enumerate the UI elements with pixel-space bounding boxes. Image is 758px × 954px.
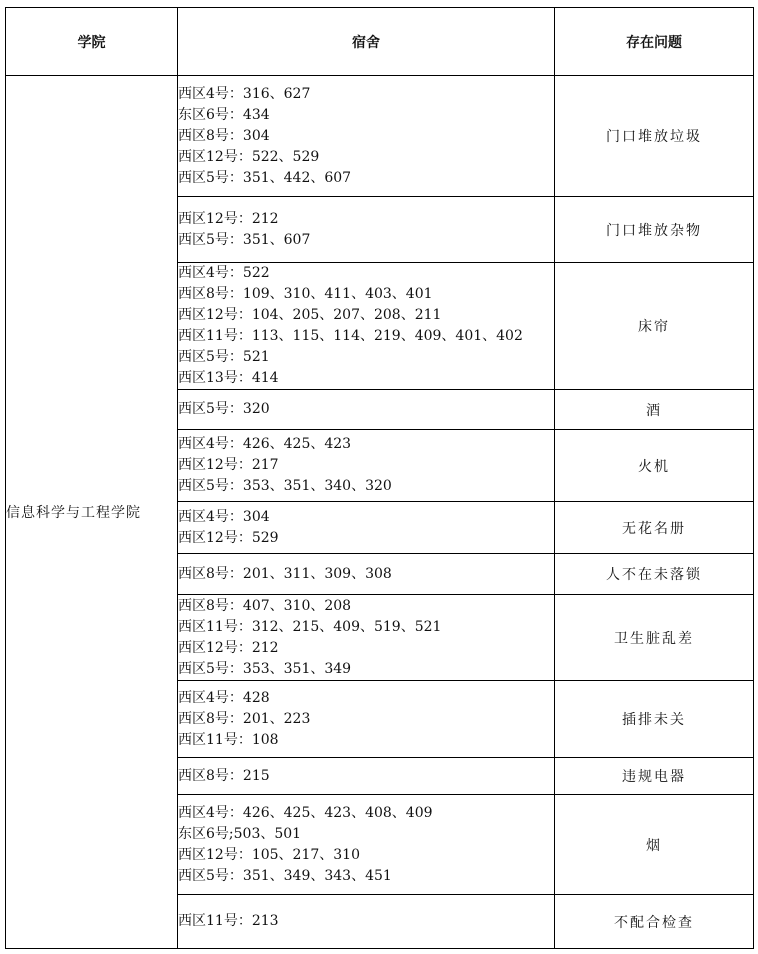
dorm-line: 西区13号：414 [178, 370, 279, 386]
dorm-cell [178, 795, 555, 895]
issue-cell: 床帘 [555, 263, 754, 390]
dorm-line: 西区5号：353、351、340、320 [178, 478, 392, 494]
dorm-line: 西区8号：215 [178, 767, 270, 784]
dorm-line: 西区5号：351、442、607 [178, 169, 352, 186]
dorm-line: 西区12号：212 [178, 210, 279, 227]
dorm-line: 西区8号：201、223 [178, 710, 311, 727]
dorm-cell [178, 681, 555, 758]
dorm-line: 西区12号：212 [178, 639, 279, 656]
issue-cell: 人不在未落锁 [555, 554, 754, 595]
dorm-line: 西区11号：213 [178, 913, 279, 929]
dorm-line: 西区5号：320 [178, 401, 270, 417]
dorm-cell [178, 430, 555, 502]
table-body [6, 76, 754, 949]
dorm-cell [178, 758, 555, 795]
dorm-line: 西区4号：428 [178, 689, 270, 706]
dorm-line: 西区12号：217 [178, 457, 279, 473]
header-row [6, 8, 754, 76]
dorm-cell [178, 895, 555, 949]
dorm-line: 西区12号：522、529 [178, 148, 320, 165]
dorm-cell [178, 390, 555, 430]
dorm-line: 西区8号：407、310、208 [178, 597, 352, 614]
dorm-line: 西区4号：522 [178, 265, 270, 281]
issue-cell: 门口堆放垃圾 [555, 76, 754, 197]
dorm-line: 西区4号：426、425、423、408、409 [178, 804, 433, 821]
issue-cell: 无花名册 [555, 502, 754, 554]
dorm-line: 东区6号：434 [178, 106, 270, 123]
dorm-line: 西区11号：312、215、409、519、521 [178, 618, 442, 635]
dorm-cell [178, 595, 555, 681]
dorm-line: 西区8号：109、310、411、403、401 [178, 286, 433, 302]
dorm-line: 西区11号：113、115、114、219、409、401、402 [178, 328, 523, 344]
dorm-line: 西区11号：108 [178, 731, 279, 748]
dorm-line: 西区5号：353、351、349 [178, 660, 352, 677]
header-issue: 存在问题 [555, 8, 754, 76]
dorm-line: 西区12号：104、205、207、208、211 [178, 307, 442, 323]
dorm-line: 西区8号：304 [178, 127, 270, 144]
dorm-line: 西区5号：351、607 [178, 231, 311, 248]
dorm-line: 西区12号：529 [178, 529, 279, 546]
dorm-cell [178, 197, 555, 263]
header-college: 学院 [6, 8, 178, 76]
dorm-cell [178, 502, 555, 554]
dorm-cell [178, 76, 555, 197]
issue-cell: 酒 [555, 390, 754, 430]
dorm-line: 西区4号：426、425、423 [178, 436, 352, 452]
dorm-line: 东区6号;503、501 [178, 825, 302, 842]
table-row [6, 76, 754, 197]
college-cell: 信息科学与工程学院 [6, 76, 178, 949]
dorm-line: 西区5号：351、349、343、451 [178, 867, 392, 884]
issue-cell: 不配合检查 [555, 895, 754, 949]
issue-cell: 卫生脏乱差 [555, 595, 754, 681]
dorm-line: 西区5号：521 [178, 349, 270, 365]
header-dorm: 宿舍 [178, 8, 555, 76]
issue-cell: 烟 [555, 795, 754, 895]
issue-cell: 门口堆放杂物 [555, 197, 754, 263]
inspection-table [5, 7, 754, 949]
dorm-cell [178, 554, 555, 595]
issue-cell: 火机 [555, 430, 754, 502]
dorm-cell [178, 263, 555, 390]
issue-cell: 插排未关 [555, 681, 754, 758]
dorm-line: 西区8号：201、311、309、308 [178, 565, 392, 582]
dorm-line: 西区4号：316、627 [178, 85, 311, 102]
issue-cell: 违规电器 [555, 758, 754, 795]
dorm-line: 西区4号：304 [178, 508, 270, 525]
dorm-line: 西区12号：105、217、310 [178, 846, 360, 863]
